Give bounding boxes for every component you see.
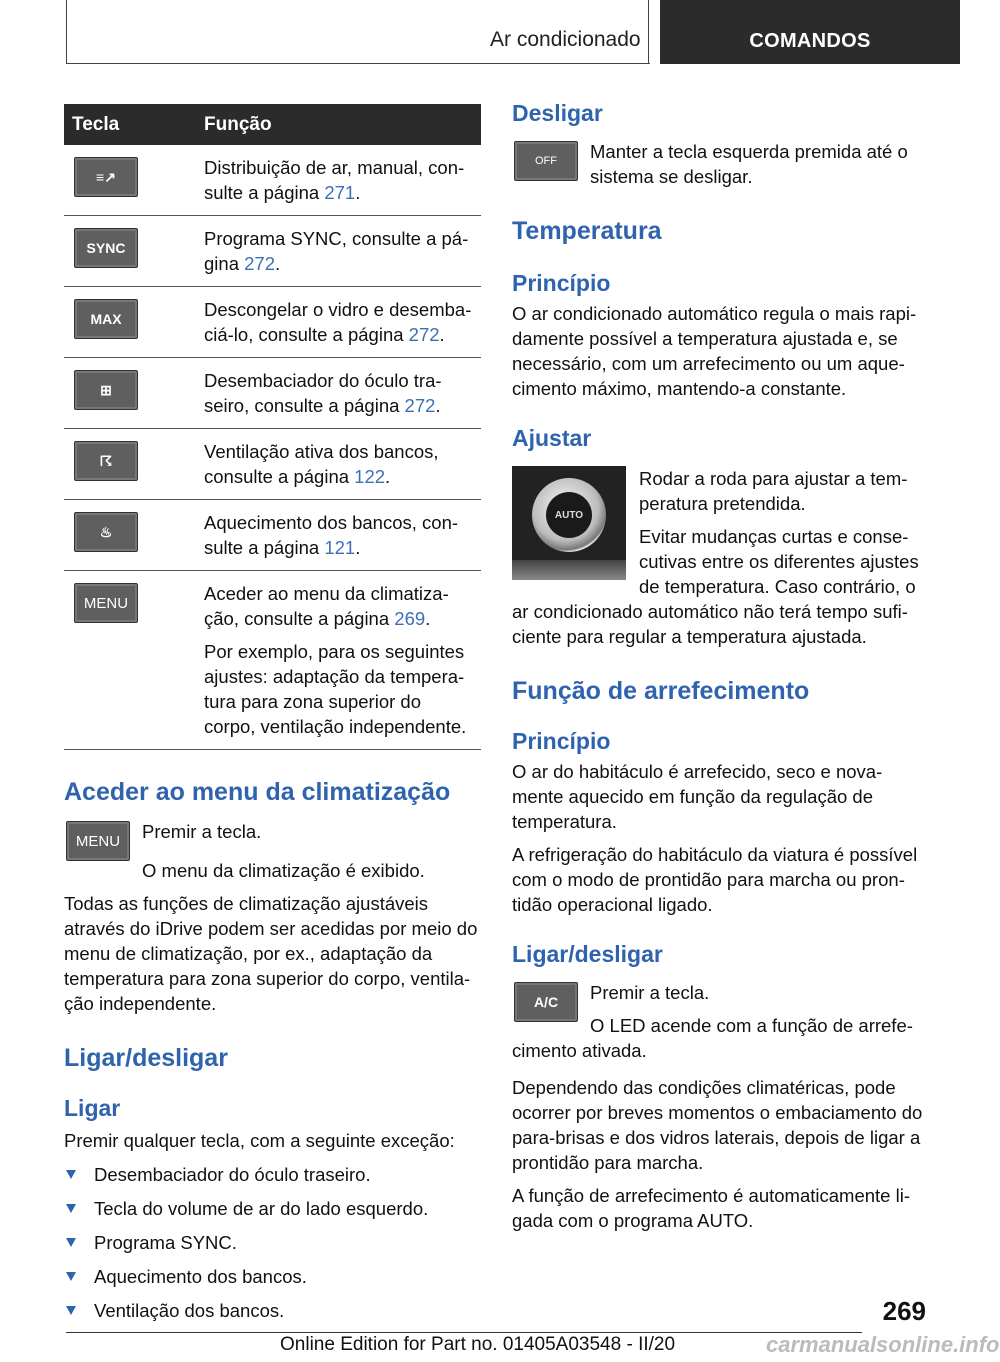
ac-paragraph-1: Premir a tecla. xyxy=(590,982,710,1003)
table-cell-function: Aquecimento dos bancos, consulte a página 121. xyxy=(196,500,481,571)
table-row xyxy=(64,500,481,571)
header-rule-bottom xyxy=(66,63,650,64)
page-ref-link[interactable]: 271 xyxy=(324,182,356,203)
table-cell-extra: Por exemplo, para os seguintes ajustes: adaptação da temperatura para zona superior do corpo, ventilação independente. xyxy=(204,641,467,737)
menu-press-text: Premir a tecla. xyxy=(142,821,262,842)
table-row xyxy=(64,429,481,500)
page-ref-link[interactable]: 122 xyxy=(354,466,386,487)
table-header-function: Função xyxy=(196,104,481,145)
table-cell-function: Desembaciador do óculo traseiro, consulte a página 272. xyxy=(196,358,481,429)
bullet-triangle-icon xyxy=(66,1238,76,1247)
on-paragraph: Premir qualquer tecla, com a seguinte exceção: xyxy=(64,1130,455,1151)
rear-window-defroster-key-icon: ⊞ xyxy=(74,370,138,410)
header-section-title: Ar condicionado xyxy=(490,28,641,51)
auto-button-label: AUTO xyxy=(546,492,592,538)
page-ref-link[interactable]: 269 xyxy=(394,608,426,629)
seat-ventilation-key-icon: ☈ xyxy=(74,441,138,481)
off-subtitle: Desligar xyxy=(512,100,603,126)
list-item: Ventilação dos bancos. xyxy=(64,1298,481,1323)
page-number: 269 xyxy=(882,1296,926,1326)
right-column xyxy=(512,100,927,1233)
ac-paragraph-2: O LED acende com a função de arrefecimento ativada. xyxy=(512,1015,913,1061)
key-function-table xyxy=(64,104,481,750)
air-distribution-key-icon: ≡↗ xyxy=(74,157,138,197)
ac-paragraph-4: A função de arrefecimento é automaticamente ligada com o programa AUTO. xyxy=(512,1185,910,1231)
sync-key-icon: SYNC xyxy=(74,228,138,268)
page-ref-link[interactable]: 121 xyxy=(324,537,356,558)
list-item: Programa SYNC. xyxy=(64,1230,481,1255)
principle-subtitle: Princípio xyxy=(512,270,611,296)
footer-rule xyxy=(66,1332,862,1333)
header-chapter-tab: COMANDOS xyxy=(660,0,960,64)
bullet-triangle-icon xyxy=(66,1170,76,1179)
watermark-logo: carmanualsonline.info xyxy=(766,1332,1000,1357)
edition-text: Online Edition for Part no. 01405A03548 - II/20 xyxy=(280,1334,676,1355)
table-cell-function: Ventilação ativa dos bancos, consulte a página 122. xyxy=(196,429,481,500)
table-row xyxy=(64,145,481,216)
menu-paragraph-1: O menu da climatização é exibido. xyxy=(142,860,425,881)
menu-key-icon: MENU xyxy=(74,583,138,623)
table-cell-function: Distribuição de ar, manual, consulte a página 271. xyxy=(196,145,481,216)
fan-off-key-icon: OFF xyxy=(514,141,578,181)
table-row xyxy=(64,358,481,429)
ac-key-icon: A/C xyxy=(514,982,578,1022)
seat-heating-key-icon: ♨ xyxy=(74,512,138,552)
header-rule-left xyxy=(66,0,67,64)
bullet-triangle-icon xyxy=(66,1272,76,1281)
table-row xyxy=(64,571,481,750)
page-ref-link[interactable]: 272 xyxy=(404,395,436,416)
off-paragraph: Manter a tecla esquerda premida até o sistema se desligar. xyxy=(590,141,908,187)
adjust-subtitle: Ajustar xyxy=(512,425,592,451)
menu-paragraph-2: Todas as funções de climatização ajustáveis através do iDrive podem ser acedidas por meio do menu de climatização, por ex., adaptação da temperatura para zona superior do corpo, ventilação independente. xyxy=(64,893,478,1014)
table-cell-function: Aceder ao menu da climatização, consulte a página 269. Por exemplo, para os seguintes ajustes: adaptação da temperatura para zona superior do corpo, ventilação independente. xyxy=(196,571,481,750)
onoff-section-title: Ligar/desligar xyxy=(64,1044,228,1072)
max-defrost-key-icon: MAX xyxy=(74,299,138,339)
table-header-key: Tecla xyxy=(64,104,196,145)
table-cell-function: Descongelar o vidro e desembaciá-lo, consulte a página 272. xyxy=(196,287,481,358)
left-column xyxy=(64,104,481,1323)
table-row xyxy=(64,216,481,287)
header-rule-mid xyxy=(648,0,649,64)
bullet-triangle-icon xyxy=(66,1204,76,1213)
page-ref-link[interactable]: 272 xyxy=(244,253,275,274)
menu-key-icon: MENU xyxy=(66,821,130,861)
principle2-paragraph-2: A refrigeração do habitáculo da viatura é possível com o modo de prontidão para marcha ou prontidão operacional ligado. xyxy=(512,844,918,915)
temperature-section-title: Temperatura xyxy=(512,217,662,245)
cooling-section-title: Função de arrefecimento xyxy=(512,677,810,705)
page-ref-link[interactable]: 272 xyxy=(408,324,440,345)
principle2-subtitle: Princípio xyxy=(512,728,611,754)
table-header-row xyxy=(64,104,481,145)
table-row xyxy=(64,287,481,358)
list-item: Aquecimento dos bancos. xyxy=(64,1264,481,1289)
table-cell-function: Programa SYNC, consulte a página 272. xyxy=(196,216,481,287)
on-subtitle: Ligar xyxy=(64,1095,121,1121)
onoff2-subtitle: Ligar/desligar xyxy=(512,941,663,967)
temperature-knob-image xyxy=(512,466,626,580)
principle2-paragraph-1: O ar do habitáculo é arrefecido, seco e novamente aquecido em função da regulação de temperatura. xyxy=(512,761,883,832)
principle-paragraph: O ar condicionado automático regula o mais rapidamente possível a temperatura ajustada e, se necessário, com um arrefecimento ou um aquecimento máximo, mantendo-a constante. xyxy=(512,303,917,399)
adjust-paragraph-2: Evitar mudanças curtas e consecutivas entre os diferentes ajustes de temperatura. Caso contrário, o ar condicionado automático não terá tempo suficiente para regular a temperatura ajustada. xyxy=(512,526,919,647)
bullet-triangle-icon xyxy=(66,1306,76,1315)
list-item: Tecla do volume de ar do lado esquerdo. xyxy=(64,1196,481,1221)
list-item: Desembaciador do óculo traseiro. xyxy=(64,1162,481,1187)
menu-section-title: Aceder ao menu da climatização xyxy=(64,778,451,806)
ac-paragraph-3: Dependendo das condições climatéricas, pode ocorrer por breves momentos o embaciamento do para-brisas e dos vidros laterais, depois de ligar a prontidão para marcha. xyxy=(512,1077,923,1173)
adjust-paragraph-1: Rodar a roda para ajustar a temperatura pretendida. xyxy=(639,468,908,514)
